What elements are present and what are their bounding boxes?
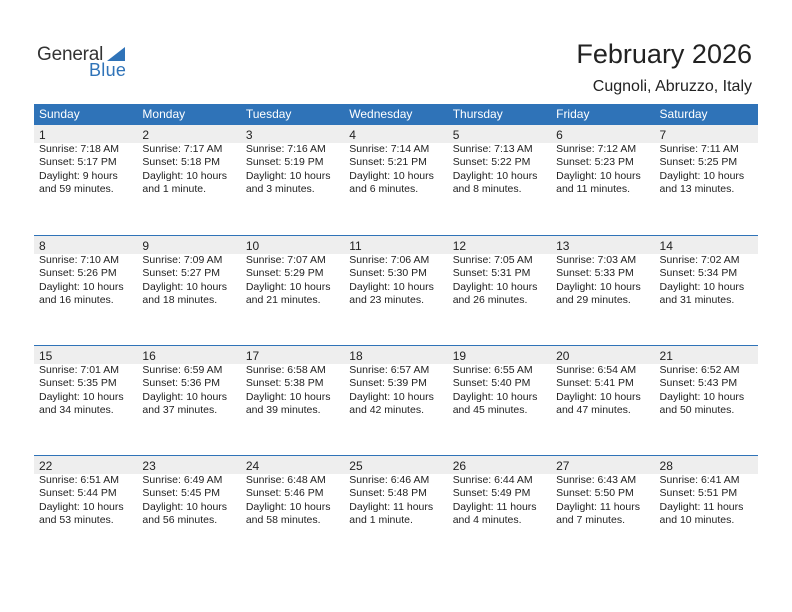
daylight-hours: Daylight: 11 hours — [556, 500, 640, 513]
calendar-grid — [34, 104, 758, 565]
daylight-minutes: and 11 minutes. — [556, 183, 631, 196]
daylight-minutes: and 34 minutes. — [39, 404, 114, 417]
daylight-minutes: and 18 minutes. — [142, 294, 218, 307]
daylight-minutes: and 7 minutes. — [556, 514, 625, 527]
daylight-minutes: and 4 minutes. — [452, 514, 522, 527]
calendar-day-cell — [448, 456, 551, 565]
daylight-minutes: and 3 minutes. — [245, 183, 315, 196]
sunrise-time: Sunrise: 6:43 AM — [556, 474, 637, 486]
daylight-minutes: and 47 minutes. — [556, 404, 631, 417]
calendar-day-cell — [34, 346, 137, 455]
day-number: 23 — [137, 456, 240, 474]
sunset-time: Sunset: 5:26 PM — [39, 267, 117, 280]
daylight-minutes: and 13 minutes. — [659, 183, 735, 196]
daylight-hours: Daylight: 9 hours — [39, 169, 118, 182]
sunrise-time: Sunrise: 6:48 AM — [245, 474, 326, 486]
sunset-time: Sunset: 5:36 PM — [142, 377, 221, 390]
calendar-day-cell — [655, 125, 758, 235]
day-number: 14 — [655, 236, 758, 254]
page-title: February 2026 — [576, 39, 752, 69]
weekday-header: Thursday — [452, 107, 503, 121]
daylight-hours: Daylight: 11 hours — [452, 500, 537, 513]
calendar-day-cell — [344, 236, 447, 345]
daylight-minutes: and 23 minutes. — [349, 294, 424, 307]
day-number: 6 — [551, 125, 654, 143]
sunrise-time: Sunrise: 7:07 AM — [245, 254, 326, 266]
calendar-week-row — [34, 455, 758, 565]
sunset-time: Sunset: 5:38 PM — [245, 377, 324, 390]
day-number: 17 — [241, 346, 344, 364]
day-number: 2 — [137, 125, 240, 143]
sunrise-time: Sunrise: 7:11 AM — [659, 143, 739, 155]
calendar-day-cell — [137, 236, 240, 345]
day-number: 5 — [448, 125, 551, 143]
day-number: 26 — [448, 456, 551, 474]
day-number: 21 — [655, 346, 758, 364]
day-number: 24 — [241, 456, 344, 474]
calendar-day-cell — [551, 346, 654, 455]
calendar-day-cell — [34, 236, 137, 345]
weekday-header: Tuesday — [245, 107, 292, 121]
sunrise-time: Sunrise: 7:10 AM — [39, 254, 119, 266]
sunrise-time: Sunrise: 7:03 AM — [556, 254, 637, 266]
day-number: 13 — [551, 236, 654, 254]
weekday-header: Wednesday — [349, 107, 413, 121]
calendar-day-cell — [655, 456, 758, 565]
sunset-time: Sunset: 5:18 PM — [142, 156, 221, 169]
daylight-hours: Daylight: 10 hours — [556, 390, 641, 403]
daylight-minutes: and 37 minutes. — [142, 404, 218, 417]
sunset-time: Sunset: 5:27 PM — [142, 267, 221, 280]
calendar-day-cell — [551, 125, 654, 235]
calendar-day-cell — [241, 236, 344, 345]
daylight-minutes: and 39 minutes. — [245, 404, 321, 417]
sunrise-time: Sunrise: 6:41 AM — [659, 474, 740, 486]
day-number: 1 — [34, 125, 137, 143]
day-number: 19 — [448, 346, 551, 364]
daylight-minutes: and 1 minute. — [349, 514, 413, 527]
calendar-day-cell — [137, 456, 240, 565]
sunset-time: Sunset: 5:30 PM — [349, 267, 427, 280]
sunrise-time: Sunrise: 6:59 AM — [142, 364, 223, 376]
logo — [37, 44, 137, 80]
calendar-day-cell — [448, 236, 551, 345]
day-number: 12 — [448, 236, 551, 254]
daylight-minutes: and 53 minutes. — [39, 514, 114, 527]
daylight-minutes: and 1 minute. — [142, 183, 207, 196]
sunset-time: Sunset: 5:41 PM — [556, 377, 634, 390]
logo-text-blue: Blue — [89, 60, 127, 80]
daylight-hours: Daylight: 10 hours — [142, 500, 228, 513]
sunset-time: Sunset: 5:39 PM — [349, 377, 427, 390]
daylight-hours: Daylight: 10 hours — [39, 280, 124, 293]
sunrise-time: Sunrise: 6:55 AM — [452, 364, 533, 376]
sunset-time: Sunset: 5:21 PM — [349, 156, 427, 169]
weekday-header: Sunday — [39, 107, 80, 121]
daylight-hours: Daylight: 10 hours — [142, 169, 228, 182]
day-number: 25 — [344, 456, 447, 474]
sunrise-time: Sunrise: 7:18 AM — [39, 143, 119, 155]
day-number: 15 — [34, 346, 137, 364]
sunset-time: Sunset: 5:17 PM — [39, 156, 117, 169]
daylight-hours: Daylight: 10 hours — [659, 280, 745, 293]
logo-text-general: General — [37, 44, 104, 65]
daylight-minutes: and 45 minutes. — [452, 404, 528, 417]
weekday-header-row — [34, 104, 758, 125]
daylight-minutes: and 42 minutes. — [349, 404, 424, 417]
sunrise-time: Sunrise: 6:57 AM — [349, 364, 430, 376]
sunset-time: Sunset: 5:23 PM — [556, 156, 634, 169]
daylight-hours: Daylight: 10 hours — [39, 500, 124, 513]
daylight-minutes: and 29 minutes. — [556, 294, 631, 307]
location-subtitle: Cugnoli, Abruzzo, Italy — [592, 78, 752, 95]
sunrise-time: Sunrise: 7:14 AM — [349, 143, 430, 155]
day-number: 27 — [551, 456, 654, 474]
daylight-hours: Daylight: 10 hours — [659, 390, 745, 403]
sunrise-time: Sunrise: 6:46 AM — [349, 474, 430, 486]
calendar-day-cell — [448, 346, 551, 455]
sunrise-time: Sunrise: 7:05 AM — [452, 254, 533, 266]
weekday-header: Saturday — [659, 107, 708, 121]
sunset-time: Sunset: 5:46 PM — [245, 487, 324, 500]
sunrise-time: Sunrise: 6:51 AM — [39, 474, 119, 486]
daylight-hours: Daylight: 10 hours — [349, 390, 434, 403]
sunset-time: Sunset: 5:44 PM — [39, 487, 117, 500]
sunset-time: Sunset: 5:19 PM — [245, 156, 324, 169]
daylight-minutes: and 16 minutes. — [39, 294, 114, 307]
daylight-hours: Daylight: 10 hours — [452, 280, 538, 293]
daylight-hours: Daylight: 11 hours — [349, 500, 434, 513]
calendar-day-cell — [34, 125, 137, 235]
daylight-minutes: and 6 minutes. — [349, 183, 419, 196]
daylight-hours: Daylight: 10 hours — [556, 280, 641, 293]
daylight-hours: Daylight: 10 hours — [142, 390, 228, 403]
sunset-time: Sunset: 5:29 PM — [245, 267, 324, 280]
daylight-hours: Daylight: 11 hours — [659, 500, 744, 513]
day-number: 7 — [655, 125, 758, 143]
calendar-week-row — [34, 235, 758, 345]
calendar-day-cell — [344, 125, 447, 235]
sunrise-time: Sunrise: 7:13 AM — [452, 143, 533, 155]
sunrise-time: Sunrise: 6:54 AM — [556, 364, 637, 376]
calendar-week-row — [34, 125, 758, 235]
daylight-hours: Daylight: 10 hours — [245, 390, 331, 403]
day-number: 16 — [137, 346, 240, 364]
daylight-minutes: and 26 minutes. — [452, 294, 528, 307]
sunset-time: Sunset: 5:35 PM — [39, 377, 117, 390]
calendar-week-row — [34, 345, 758, 455]
daylight-hours: Daylight: 10 hours — [39, 390, 124, 403]
day-number: 8 — [34, 236, 137, 254]
weekday-header: Friday — [556, 107, 590, 121]
day-number: 10 — [241, 236, 344, 254]
daylight-minutes: and 56 minutes. — [142, 514, 218, 527]
calendar-day-cell — [344, 456, 447, 565]
sunset-time: Sunset: 5:40 PM — [452, 377, 531, 390]
sunset-time: Sunset: 5:34 PM — [659, 267, 738, 280]
weekday-header: Monday — [142, 107, 186, 121]
sunset-time: Sunset: 5:25 PM — [659, 156, 738, 169]
daylight-hours: Daylight: 10 hours — [349, 169, 434, 182]
day-number: 20 — [551, 346, 654, 364]
sunrise-time: Sunrise: 7:12 AM — [556, 143, 637, 155]
calendar-day-cell — [551, 236, 654, 345]
calendar-day-cell — [655, 346, 758, 455]
sunset-time: Sunset: 5:48 PM — [349, 487, 427, 500]
daylight-hours: Daylight: 10 hours — [245, 169, 331, 182]
day-number: 22 — [34, 456, 137, 474]
calendar-day-cell — [344, 346, 447, 455]
calendar-day-cell — [241, 346, 344, 455]
daylight-minutes: and 10 minutes. — [659, 514, 735, 527]
daylight-minutes: and 58 minutes. — [245, 514, 321, 527]
daylight-hours: Daylight: 10 hours — [349, 280, 434, 293]
daylight-minutes: and 31 minutes. — [659, 294, 735, 307]
day-number: 11 — [344, 236, 447, 254]
sunrise-time: Sunrise: 6:52 AM — [659, 364, 740, 376]
logo-triangle-icon — [107, 47, 125, 61]
day-number: 28 — [655, 456, 758, 474]
daylight-hours: Daylight: 10 hours — [452, 169, 538, 182]
day-number: 3 — [241, 125, 344, 143]
sunset-time: Sunset: 5:33 PM — [556, 267, 634, 280]
daylight-hours: Daylight: 10 hours — [245, 280, 331, 293]
daylight-hours: Daylight: 10 hours — [245, 500, 331, 513]
sunset-time: Sunset: 5:45 PM — [142, 487, 221, 500]
sunrise-time: Sunrise: 7:02 AM — [659, 254, 740, 266]
calendar-day-cell — [551, 456, 654, 565]
daylight-hours: Daylight: 10 hours — [142, 280, 228, 293]
sunrise-time: Sunrise: 7:09 AM — [142, 254, 223, 266]
day-number: 18 — [344, 346, 447, 364]
calendar-day-cell — [241, 125, 344, 235]
daylight-minutes: and 50 minutes. — [659, 404, 735, 417]
daylight-hours: Daylight: 10 hours — [556, 169, 641, 182]
day-number: 9 — [137, 236, 240, 254]
sunrise-time: Sunrise: 7:17 AM — [142, 143, 223, 155]
daylight-minutes: and 8 minutes. — [452, 183, 522, 196]
daylight-hours: Daylight: 10 hours — [659, 169, 745, 182]
sunrise-time: Sunrise: 6:58 AM — [245, 364, 326, 376]
sunrise-time: Sunrise: 6:49 AM — [142, 474, 223, 486]
calendar-day-cell — [137, 125, 240, 235]
sunset-time: Sunset: 5:43 PM — [659, 377, 738, 390]
sunset-time: Sunset: 5:49 PM — [452, 487, 531, 500]
sunrise-time: Sunrise: 7:16 AM — [245, 143, 326, 155]
calendar-day-cell — [448, 125, 551, 235]
daylight-minutes: and 21 minutes. — [245, 294, 321, 307]
sunset-time: Sunset: 5:50 PM — [556, 487, 634, 500]
calendar-day-cell — [655, 236, 758, 345]
sunset-time: Sunset: 5:22 PM — [452, 156, 531, 169]
sunrise-time: Sunrise: 7:06 AM — [349, 254, 430, 266]
daylight-minutes: and 59 minutes. — [39, 183, 114, 196]
calendar-day-cell — [137, 346, 240, 455]
calendar-weeks — [34, 125, 758, 565]
calendar-day-cell — [241, 456, 344, 565]
sunrise-time: Sunrise: 6:44 AM — [452, 474, 533, 486]
daylight-hours: Daylight: 10 hours — [452, 390, 538, 403]
calendar-day-cell — [34, 456, 137, 565]
sunset-time: Sunset: 5:31 PM — [452, 267, 531, 280]
day-number: 4 — [344, 125, 447, 143]
sunrise-time: Sunrise: 7:01 AM — [39, 364, 119, 376]
sunset-time: Sunset: 5:51 PM — [659, 487, 738, 500]
